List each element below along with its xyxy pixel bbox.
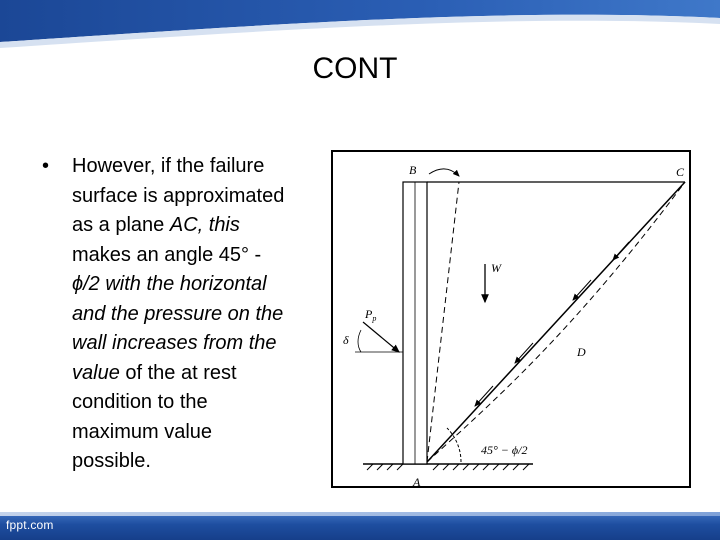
passive-force-arrow	[363, 322, 399, 352]
bullet-segment: of the at rest	[119, 361, 237, 384]
bullet-line	[72, 182, 342, 212]
footer-brand: fppt.com	[6, 518, 54, 532]
bullet-segment: maximum value	[72, 420, 213, 443]
ground-hatch	[367, 464, 529, 470]
label-delta: δ	[343, 333, 349, 347]
label-a: A	[413, 475, 421, 489]
label-c: C	[676, 165, 685, 179]
slide-title: CONT	[312, 52, 398, 85]
bullet-segment: makes an angle 45° -	[72, 243, 262, 266]
footer-band	[0, 512, 720, 540]
bullet-line	[72, 211, 342, 241]
delta-arc	[358, 330, 361, 352]
header-swoosh	[0, 0, 720, 50]
bullet-line	[72, 388, 342, 418]
bullet-text	[72, 152, 342, 477]
label-d: D	[577, 345, 586, 359]
bullet-marker: •	[42, 155, 50, 177]
retaining-wall-figure	[331, 150, 691, 488]
bullet-segment: AC, this	[169, 214, 240, 236]
label-angle: 45° − ϕ/2	[481, 443, 528, 457]
failure-plane-ac	[427, 182, 685, 462]
wall-diagram	[333, 152, 693, 490]
bullet-line	[72, 418, 342, 448]
header-band	[0, 0, 720, 50]
bullet-segment: value	[72, 361, 120, 384]
label-b: B	[409, 163, 417, 177]
bullet-line	[72, 241, 342, 271]
bullet-line	[72, 270, 342, 300]
bullet-line	[72, 359, 342, 389]
bullet-segment: and the pressure on the	[72, 302, 284, 325]
bullet-line	[72, 329, 342, 359]
label-w: W	[491, 261, 501, 275]
footer-shine	[0, 512, 720, 516]
bullet-segment: ϕ/2 with the horizontal	[72, 273, 267, 295]
rotation-arrow	[429, 169, 459, 176]
label-pp: $P_p$	[365, 307, 377, 323]
bullet-line	[72, 300, 342, 330]
bullet-segment: possible.	[72, 450, 151, 472]
bullet-segment: surface is approximated	[72, 184, 285, 207]
bullet-segment: condition to the	[72, 391, 208, 413]
bullet-line	[72, 152, 342, 182]
bullet-segment: as a plane	[72, 214, 170, 236]
bullet-segment: wall increases from the	[72, 332, 277, 354]
bullet-line	[72, 447, 342, 477]
bullet-segment: However, if the failure	[72, 155, 265, 177]
wall-rotated-dashed	[427, 182, 459, 462]
